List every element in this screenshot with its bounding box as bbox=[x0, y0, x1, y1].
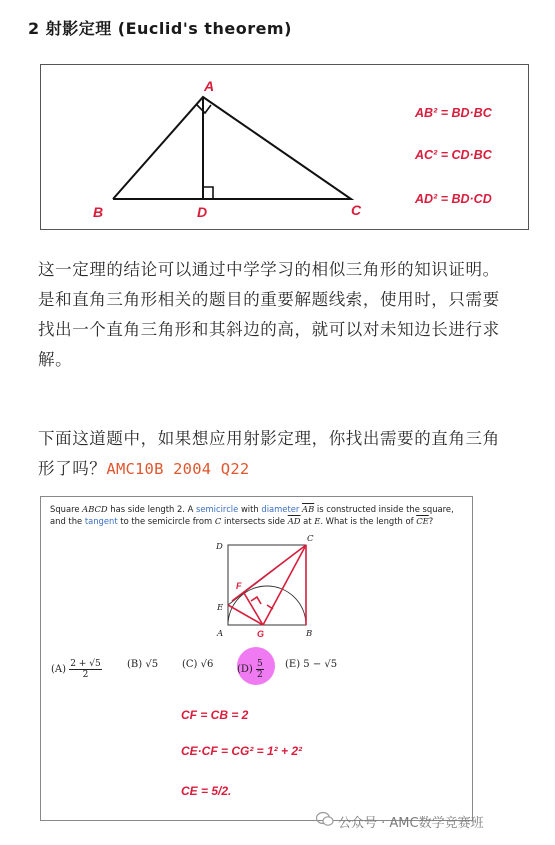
work-line-3: CE = 5/2. bbox=[181, 784, 232, 798]
problem-statement: Square ABCD has side length 2. A semicircle with diameter $\overline{AB}$ is constructed inside the square, and the tangent to the semicircle from C intersects side $\overline{AD}$ at E. What is the length of $\overline{CE}$? bbox=[50, 504, 454, 526]
triangle-outline bbox=[113, 97, 351, 199]
formula-1: AB² = BD·BC bbox=[415, 106, 492, 120]
question-text: 下面这道题中，如果想应用射影定理，你找出需要的直角三角形了吗？ bbox=[38, 429, 500, 478]
euclid-triangle-figure bbox=[40, 64, 529, 230]
explanation-paragraph: 这一定理的结论可以通过中学学习的相似三角形的知识证明。是和直角三角形相关的题目的重要解题线索，使用时，只需要找出一个直角三角形和其斜边的高，就可以对未知边长进行求解。 bbox=[38, 260, 500, 369]
choice-b[interactable]: (B) √5 bbox=[127, 659, 159, 670]
sq-label-c: C bbox=[307, 534, 314, 544]
sq-label-a: A bbox=[217, 629, 224, 639]
choice-a[interactable]: (A) $\frac{2 + √5}{2}$ bbox=[51, 659, 101, 680]
sq-label-g: G bbox=[257, 629, 265, 639]
formula-2: AC² = CD·BC bbox=[415, 148, 492, 162]
red-ce bbox=[232, 545, 306, 601]
right-angle-mark-d bbox=[203, 187, 213, 199]
choice-e[interactable]: (E) 5 − √5 bbox=[285, 659, 338, 670]
work-line-1: CF = CB = 2 bbox=[181, 708, 249, 722]
choice-c[interactable]: (C) √6 bbox=[182, 659, 214, 670]
choice-d[interactable]: (D) $\frac{5}{2}$ bbox=[237, 659, 263, 680]
sq-label-e: E bbox=[217, 603, 224, 613]
section-heading: 2 射影定理 (Euclid's theorem) bbox=[28, 19, 292, 38]
work-line-2: CE·CF = CG² = 1² + 2² bbox=[181, 744, 303, 758]
sq-label-b: B bbox=[306, 629, 313, 639]
vertex-label-c: C bbox=[351, 202, 362, 218]
tangent-link[interactable]: tangent bbox=[84, 516, 118, 526]
sq-label-d: D bbox=[216, 542, 223, 552]
sq-label-f: F bbox=[236, 581, 242, 591]
vertex-label-a: A bbox=[204, 78, 215, 94]
red-right-mark bbox=[251, 597, 261, 604]
formula-3: AD² = BD·CD bbox=[415, 192, 492, 206]
watermark: 公众号 · AMC数学竞赛班 bbox=[338, 816, 484, 831]
answer-choices bbox=[51, 647, 451, 687]
wechat-icon bbox=[316, 811, 334, 827]
vertex-label-d: D bbox=[197, 204, 208, 220]
diameter-link[interactable]: diameter bbox=[261, 504, 300, 514]
vertex-label-b: B bbox=[93, 204, 104, 220]
amc-problem-figure bbox=[40, 496, 473, 821]
problem-source-link[interactable]: AMC10B 2004 Q22 bbox=[106, 460, 250, 478]
question-paragraph bbox=[38, 424, 516, 484]
semicircle-link[interactable]: semicircle bbox=[196, 504, 239, 514]
red-cg bbox=[263, 545, 306, 625]
